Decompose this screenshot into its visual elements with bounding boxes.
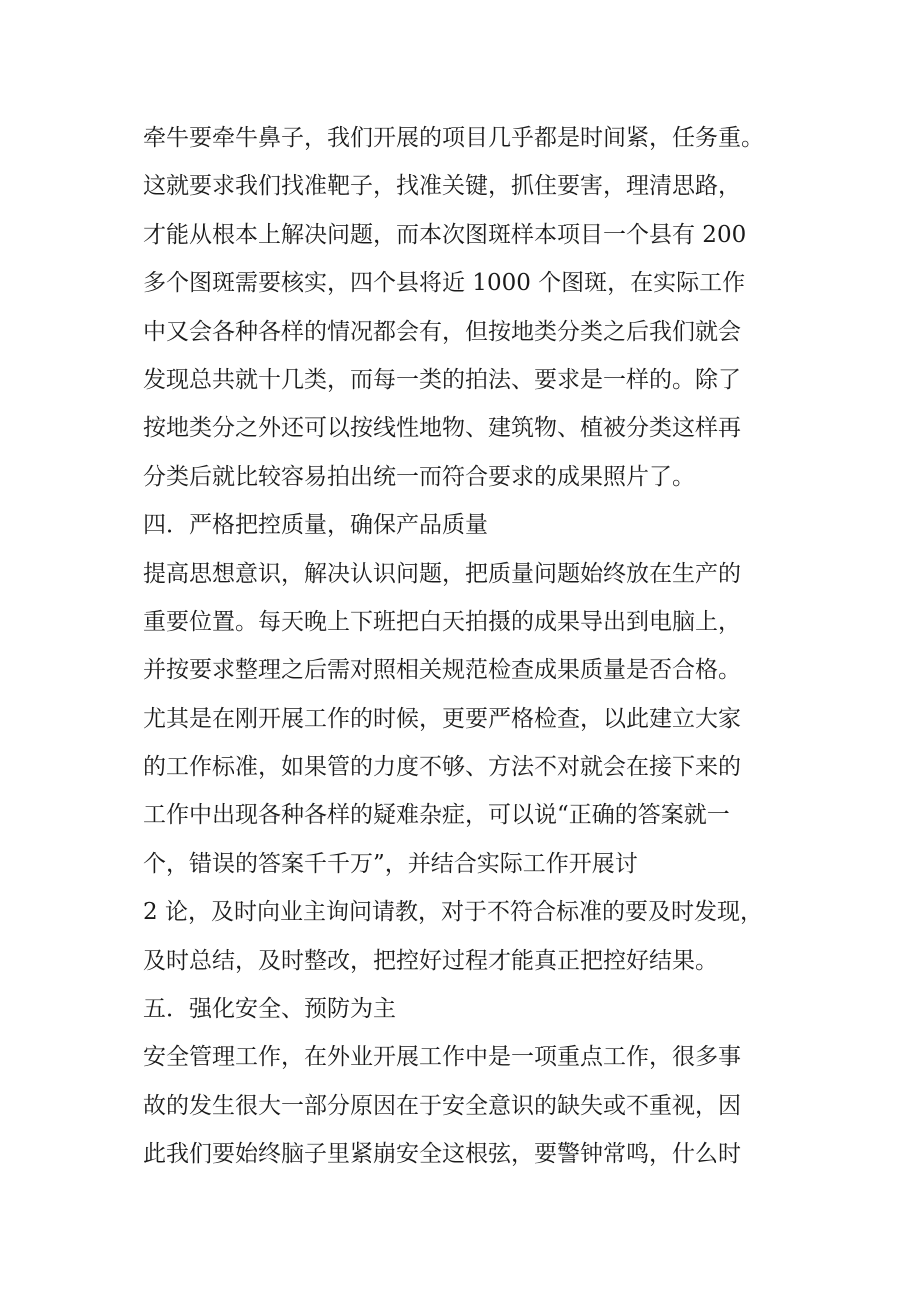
text-line: 并按要求整理之后需对照相关规范检查成果质量是否合格。 — [143, 657, 741, 684]
text-line: 工作中出现各种各样的疑难杂症，可以说“正确的答案就一 — [143, 802, 730, 829]
text-line: 个，错误的答案千千万”，并结合实际工作开展讨 — [143, 850, 638, 877]
body-text — [143, 114, 803, 1179]
text-line: 分类后就比较容易拍出统一而符合要求的成果照片了。 — [143, 463, 695, 490]
text-line: 安全管理工作，在外业开展工作中是一项重点工作，很多事 — [143, 1044, 741, 1071]
text-line: 此我们要始终脑子里紧崩安全这根弦，要警钟常鸣，什么时 — [143, 1141, 741, 1168]
text-line: 及时总结，及时整改，把控好过程才能真正把控好结果。 — [143, 947, 718, 974]
text-line: 故的发生很大一部分原因在于安全意识的缺失或不重视，因 — [143, 1092, 741, 1119]
text-line: 2 论，及时向业主询问请教，对于不符合标准的要及时发现， — [143, 899, 763, 926]
text-line: 重要位置。每天晚上下班把白天拍摄的成果导出到电脑上， — [143, 608, 741, 635]
text-line: 发现总共就十几类，而每一类的拍法、要求是一样的。除了 — [143, 366, 741, 393]
text-line: 多个图斑需要核实，四个县将近 1000 个图斑，在实际工作 — [143, 270, 746, 297]
text-line: 提高思想意识，解决认识问题，把质量问题始终放在生产的 — [143, 560, 741, 587]
text-line: 牵牛要牵牛鼻子，我们开展的项目几乎都是时间紧，任务重。 — [143, 125, 764, 151]
text-line: 按地类分之外还可以按线性地物、建筑物、植被分类这样再 — [143, 415, 741, 442]
section-heading-4: 四．严格把控质量，确保产品质量 — [143, 512, 488, 539]
text-line: 这就要求我们找准靶子，找准关键，抓住要害，理清思路， — [143, 173, 741, 200]
text-line: 才能从根本上解决问题，而本次图斑样本项目一个县有 200 — [143, 221, 747, 248]
text-line: 尤其是在刚开展工作的时候，更要严格检查，以此建立大家 — [143, 705, 741, 732]
text-line: 的工作标准，如果管的力度不够、方法不对就会在接下来的 — [143, 754, 741, 781]
section-heading-5: 五．强化安全、预防为主 — [143, 996, 396, 1023]
text-line: 中又会各种各样的情况都会有，但按地类分类之后我们就会 — [143, 318, 741, 345]
